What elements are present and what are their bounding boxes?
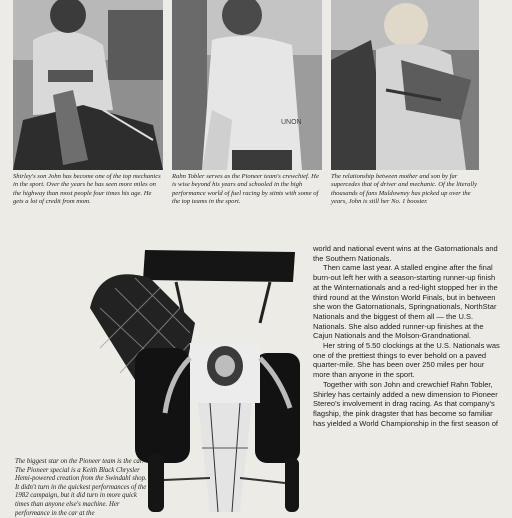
caption-john: Shirley's son John has become one of the top mechanics in the sport. Over the years he has seen more miles on the highway than most people four times his age. He gets a lot of credit from mom. bbox=[13, 173, 161, 205]
article-paragraph: Together with son John and crewchief Rahn Tobler, Shirley has certainly added a new dimension to Pioneer Stereo's involvement in drag racing. As that company's flagship, the pink dragster that has become so familiar has yielded a World Championship in the first season of bbox=[313, 379, 498, 428]
article-paragraph: Her string of 5.50 clockings at the U.S. Nationals was one of the prettiest things to ever behold on a paved quarter-mile. She has been over 250 miles per hour more than anyone in the sport. bbox=[313, 341, 500, 380]
shirt-lettering: UNON bbox=[281, 119, 302, 126]
caption-car: The biggest star on the Pioneer team is the car. The Pioneer special is a Keith Black Chrysler Hemi-powered creation from the Swindahl shop. It didn't turn in the quickest performances of the 1982 campaign, but it did turn in more quick times than anyone else's machine. Her performance in the car at the bbox=[15, 458, 147, 517]
photo-john bbox=[13, 0, 163, 170]
article-body bbox=[313, 244, 501, 512]
caption-rahn: Rahn Tobler serves as the Pioneer team's crewchief. He is wise beyond his years and schooled in the high performance world of fuel racing by stints with some of the top teams in the sport. bbox=[172, 173, 319, 205]
photo-mother-son bbox=[331, 0, 479, 170]
article-paragraph: world and national event wins at the Gatornationals and the Southern Nationals. bbox=[313, 244, 498, 263]
caption-mother-son: The relationship between mother and son by far supercedes that of driver and mechanic. Of the literally thousands of fans Muldowney has picked up over the years, John is still her No. 1 booster. bbox=[331, 173, 478, 205]
article-paragraph: Then came last year. A stalled engine after the final burn-out left her with a season-starting runner-up finish at the Winternationals and a red-light stopped her in the third round at the Winston World Finals, but in between she won the Gatornationals, Springnationals, NorthStar Nationals and the biggest of them all — the U.S. Nationals. She also added runner-up finishes at the Cajun Nationals and the Molson-Grandnational. bbox=[313, 263, 498, 341]
photo-rahn bbox=[172, 0, 322, 170]
